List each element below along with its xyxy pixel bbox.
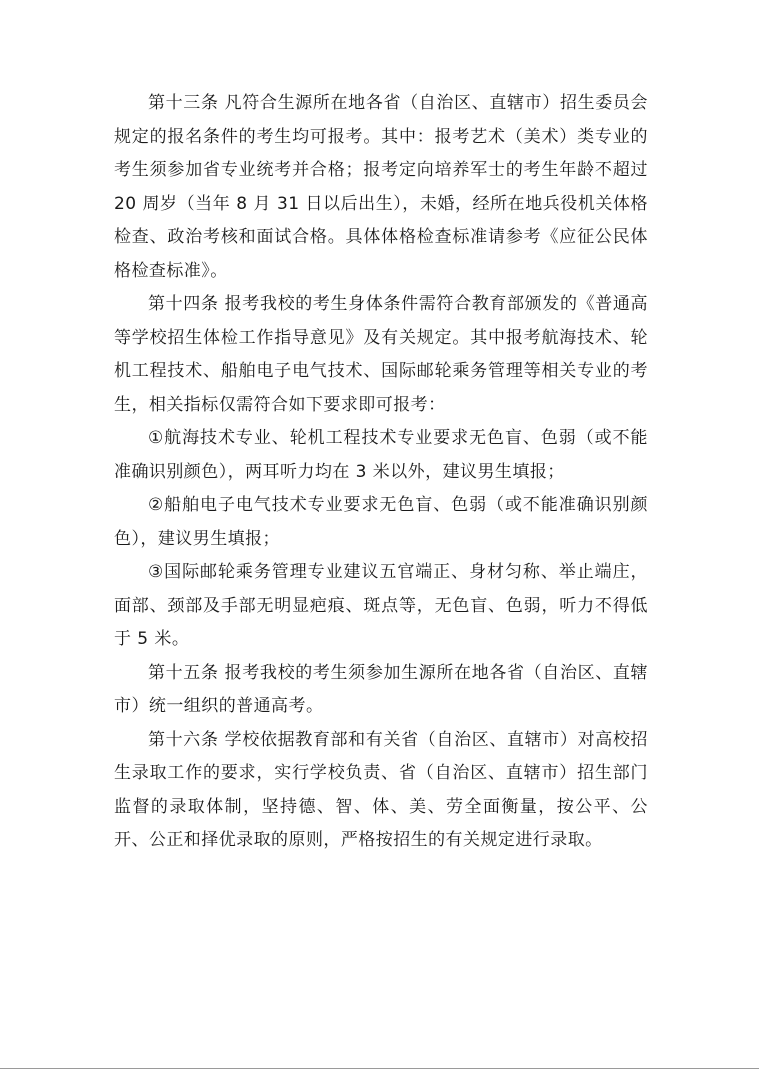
article-15-paragraph (114, 657, 648, 724)
article-13-paragraph (114, 87, 648, 288)
requirement-item-2-text: ②船舶电子电气技术专业要求无色盲、色弱（或不能准确识别颜色），建议男生填报； (114, 495, 648, 549)
article-16-text: 第十六条 学校依据教育部和有关省（自治区、直辖市）对高校招生录取工作的要求，实行学校负责、省（自治区、直辖市）招生部门监督的录取体制，坚持德、智、体、美、劳全面衡量，按公平、公开、公正和择优录取的原则，严格按招生的有关规定进行录取。 (114, 729, 648, 850)
article-14-paragraph (114, 288, 648, 422)
article-14-text: 第十四条 报考我校的考生身体条件需符合教育部颁发的《普通高等学校招生体检工作指导意见》及有关规定。其中报考航海技术、轮机工程技术、船舶电子电气技术、国际邮轮乘务管理等相关专业的考生，相关指标仅需符合如下要求即可报考： (114, 294, 648, 415)
article-16-paragraph (114, 724, 648, 858)
requirement-item-3-text: ③国际邮轮乘务管理专业建议五官端正、身材匀称、举止端庄，面部、颈部及手部无明显疤痕、斑点等，无色盲、色弱，听力不得低于 5 米。 (114, 562, 648, 649)
requirement-item-1 (114, 422, 648, 489)
page-bottom-divider (0, 1068, 759, 1069)
article-13-text: 第十三条 凡符合生源所在地各省（自治区、直辖市）招生委员会规定的报名条件的考生均可报考。其中：报考艺术（美术）类专业的考生须参加省专业统考并合格；报考定向培养军士的考生年龄不超过 20 周岁（当年 8 月 31 日以后出生），未婚，经所在地兵役机关体格检查、政治考核和面试合格。具体体格检查标准请参考《应征公民体格检查标准》。 (114, 93, 648, 281)
document-body (114, 87, 648, 858)
requirement-item-3 (114, 556, 648, 657)
requirement-item-1-text: ①航海技术专业、轮机工程技术专业要求无色盲、色弱（或不能准确识别颜色），两耳听力均在 3 米以外，建议男生填报； (114, 428, 648, 482)
article-15-text: 第十五条 报考我校的考生须参加生源所在地各省（自治区、直辖市）统一组织的普通高考。 (114, 662, 648, 716)
requirement-item-2 (114, 489, 648, 556)
